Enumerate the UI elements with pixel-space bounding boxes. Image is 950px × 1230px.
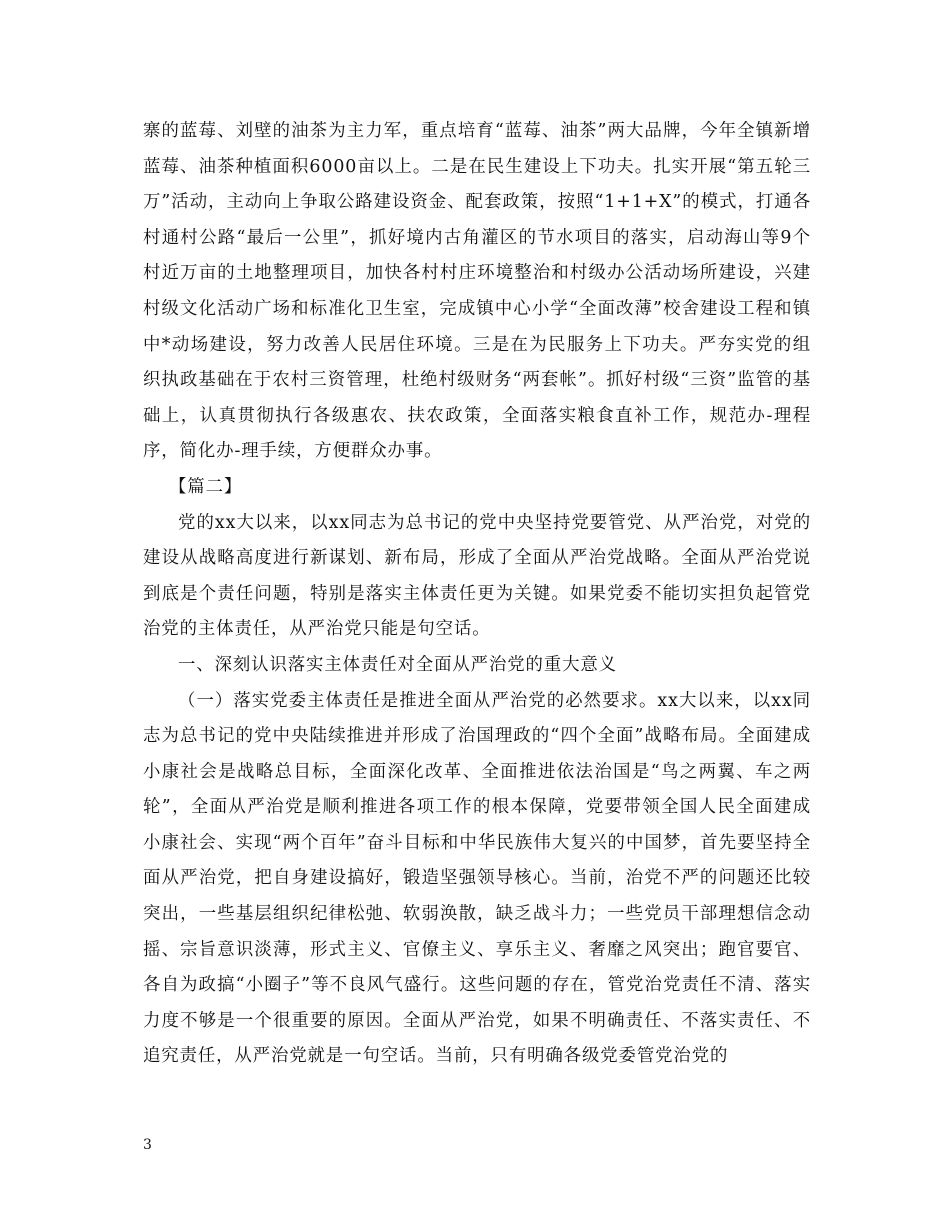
section-label: 【篇二】 bbox=[169, 476, 243, 497]
paragraph-intro: 党的xx大以来，以xx同志为总书记的党中央坚持党要管党、从严治党，对党的建设从战略高度进行新谋划、新布局，形成了全面从严治党战略。全面从严治党说到底是个责任问题，特别是落实主体责任更为关键。如果党委不能切实担负起管党治党的主体责任，从严治党只能是句空话。 bbox=[143, 512, 811, 640]
section-heading: 一、深刻认识落实主体责任对全面从严治党的重大意义 bbox=[178, 654, 617, 675]
paragraph-continuation: 寨的蓝莓、刘壁的油茶为主力军，重点培育“蓝莓、油茶”两大品牌，今年全镇新增蓝莓、油茶种植面积6000亩以上。二是在民生建设上下功夫。扎实开展“第五轮三万”活动，主动向上争取公路建设资金、配套政策，按照“1+1+X”的模式，打通各村通村公路“最后一公里”，抓好境内古角灌区的节水项目的落实，启动海山等9个村近万亩的土地整理项目，加快各村村庄环境整治和村级办公活动场所建设，兴建村级文化活动广场和标准化卫生室，完成镇中心小学“全面改薄”校舍建设工程和镇中*动场建设，努力改善人民居住环境。三是在为民服务上下功夫。严夯实党的组织执政基础在于农村三资管理，杜绝村级财务“两套帐”。抓好村级“三资”监管的基础上，认真贯彻执行各级惠农、扶农政策，全面落实粮食直补工作，规范办-理程序，简化办-理手续，方便群众办事。 bbox=[143, 121, 811, 462]
page-number: 3 bbox=[143, 1137, 152, 1153]
body-text bbox=[143, 114, 811, 1075]
paragraph-subsection-1: （一）落实党委主体责任是推进全面从严治党的必然要求。xx大以来，以xx同志为总书记的党中央陆续推进并形成了治国理政的“四个全面”战略布局。全面建成小康社会是战略总目标，全面深化改革、全面推进依法治国是“鸟之两翼、车之两轮”，全面从严治党是顺利推进各项工作的根本保障，党要带领全国人民全面建成小康社会、实现“两个百年”奋斗目标和中华民族伟大复兴的中国梦，首先要坚持全面从严治党，把自身建设搞好，锻造坚强领导核心。当前，治党不严的问题还比较突出，一些基层组织纪律松弛、软弱涣散，缺乏战斗力；一些党员干部理想信念动摇、宗旨意识淡薄，形式主义、官僚主义、享乐主义、奢靡之风突出；跑官要官、各自为政搞“小圈子”等不良风气盛行。这些问题的存在，管党治党责任不清、落实力度不够是一个很重要的原因。全面从严治党，如果不明确责任、不落实责任、不追究责任，从严治党就是一句空话。当前，只有明确各级党委管党治党的 bbox=[143, 690, 811, 1067]
